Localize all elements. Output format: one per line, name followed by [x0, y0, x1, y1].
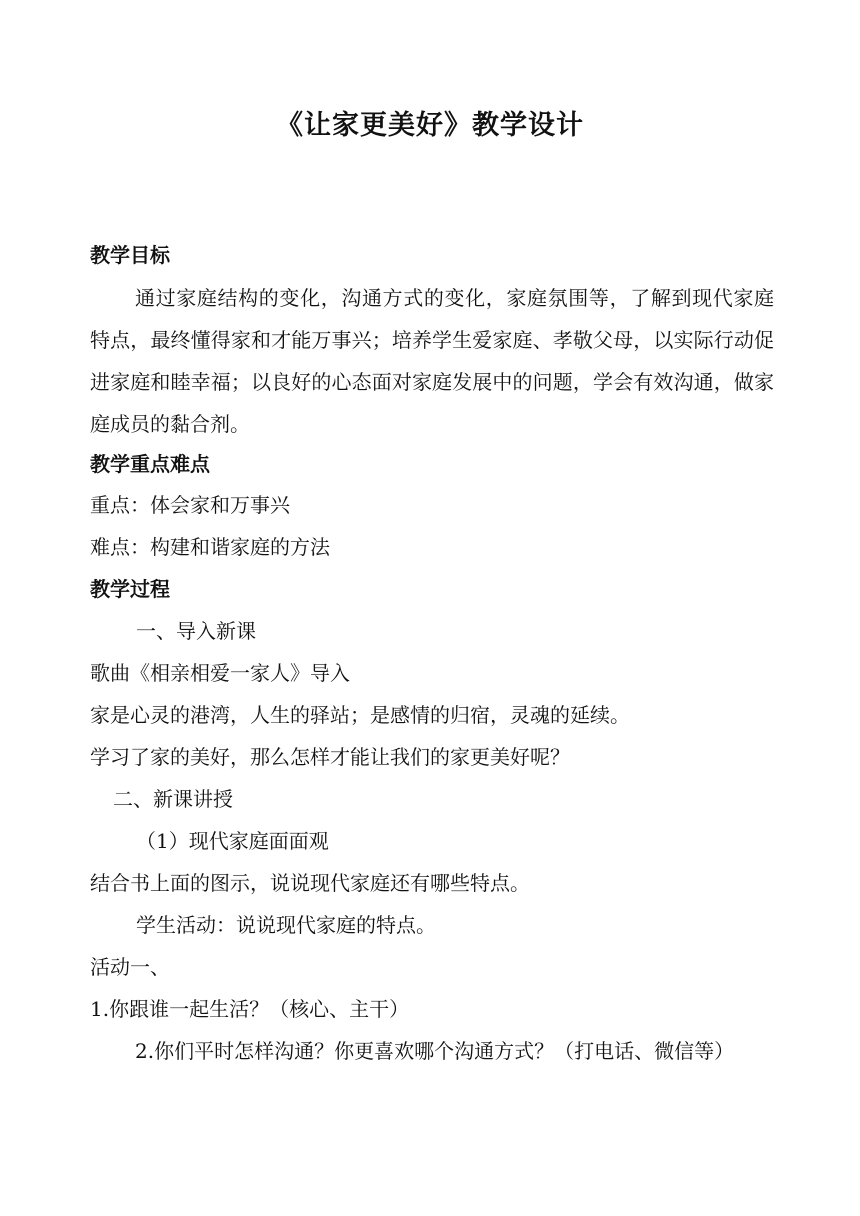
heading-teaching-process: 教学过程 [90, 577, 170, 601]
book-diagram-line: 结合书上面的图示，说说现代家庭还有哪些特点。 [90, 871, 530, 895]
step1-heading: 一、导入新课 [136, 619, 256, 643]
goal-paragraph: 通过家庭结构的变化，沟通方式的变化，家庭氛围等，了解到现代家庭特点，最终懂得家和才能万事兴；培养学生爱家庭、孝敬父母，以实际行动促进家庭和睦幸福；以良好的心态面对家庭发展中的问题，学会有效沟通，做家庭成员的黏合剂。 [90, 286, 774, 436]
heading-teaching-goals: 教学目标 [90, 243, 170, 267]
student-activity-line: 学生活动：说说现代家庭的特点。 [136, 913, 436, 937]
key-point-text: 重点：体会家和万事兴 [90, 493, 290, 517]
activity-one-label: 活动一、 [90, 955, 170, 979]
difficult-point-text: 难点：构建和谐家庭的方法 [90, 535, 330, 559]
guiding-question-line: 学习了家的美好，那么怎样才能让我们的家更美好呢？ [90, 745, 570, 769]
question-item-1: 1.你跟谁一起生活？（核心、主干） [90, 997, 410, 1021]
subsection1-heading: （1）现代家庭面面观 [136, 829, 329, 853]
heading-key-difficult-points: 教学重点难点 [90, 452, 210, 476]
home-metaphor-line: 家是心灵的港湾，人生的驿站；是感情的归宿，灵魂的延续。 [90, 703, 630, 727]
song-intro-line: 歌曲《相亲相爱一家人》导入 [90, 661, 350, 685]
step2-heading: 二、新课讲授 [113, 787, 233, 811]
question-item-2: 2.你们平时怎样沟通？你更喜欢哪个沟通方式？（打电话、微信等） [135, 1039, 735, 1063]
document-title: 《让家更美好》教学设计 [276, 110, 584, 141]
